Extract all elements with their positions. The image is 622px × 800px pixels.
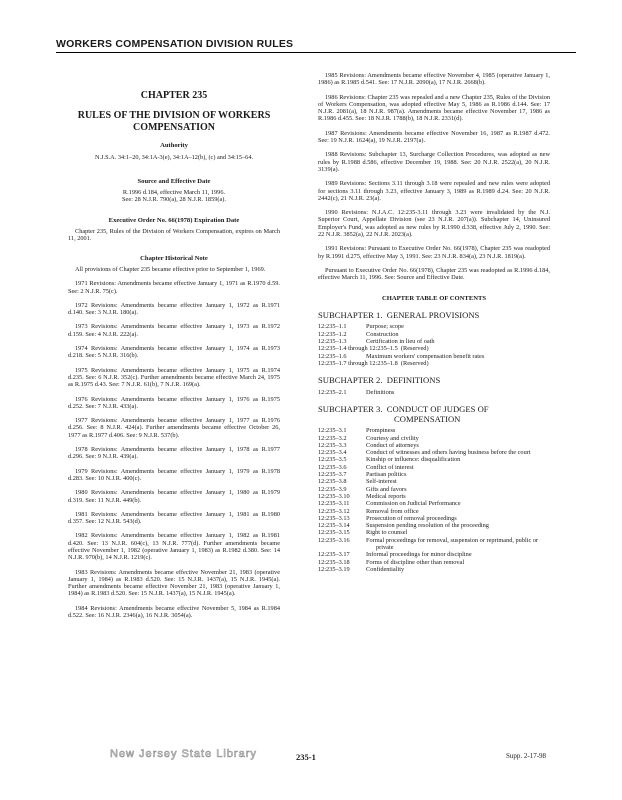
- toc-section-title: Formal proceedings for removal, suspension or reprimand, public or private: [366, 536, 539, 552]
- history-paragraph: 1984 Revisions: Amendments became effective November 5, 1984 as R.1984 d.522. See: 16 N.J.R. 2346(a), 16 N.J.R. 3054(a).: [68, 604, 280, 620]
- running-header: WORKERS COMPENSATION DIVISION RULES: [56, 38, 576, 53]
- left-history-list: [68, 280, 280, 619]
- history-paragraph: 1983 Revisions: Amendments became effective November 21, 1983 (operative January 1, 1984) as R.1983 d.520. See: 15 N.J.R. 1437(a), 15 N.J.R. 1945(a). Further amendments became effective November 21, 1983 (operative January 1, 1984) as R.1983 d.520. See: 15 N.J.R. 1437(a), 15 N.J.R. 1945(a).: [68, 568, 280, 598]
- toc-section-title: Confidentiality: [366, 565, 405, 573]
- subchapter-label: SUBCHAPTER 2.: [318, 375, 383, 386]
- toc-section-number: 12:235–3.18: [318, 558, 350, 566]
- toc-entry: [318, 537, 550, 552]
- toc-section-number: 12:235–3.11: [318, 500, 350, 508]
- toc-section-number: 12:235–3.13: [318, 514, 350, 522]
- history-paragraph: 1979 Revisions: Amendments became effective January 1, 1979 as R.1978 d.283. See: 10 N.J.R. 400(c).: [68, 467, 280, 482]
- history-intro: All provisions of Chapter 235 became effective prior to September 1, 1969.: [75, 265, 266, 273]
- toc-entry: [318, 389, 550, 396]
- toc-entry: [318, 331, 550, 338]
- toc-section-title: Conduct of witnesses and others having business before the court: [366, 449, 531, 457]
- toc-section-title: Conflict of interest: [366, 463, 414, 471]
- toc-entry: [318, 508, 550, 515]
- left-column: [68, 72, 280, 619]
- history-paragraph: 1991 Revisions: Pursuant to Executive Order No. 66(1978), Chapter 235 was readopted by R.1991 d.275, effective May 3, 1991. See: 23 N.J.R. 834(a), 23 N.J.R. 1819(a).: [318, 245, 550, 260]
- toc-entry: [318, 435, 550, 442]
- history-heading: Chapter Historical Note: [140, 254, 208, 262]
- chapter-number: CHAPTER 235: [140, 90, 208, 101]
- toc-section-title: Definitions: [366, 388, 395, 396]
- source-text-1: R.1996 d.184, effective March 11, 1996.: [122, 189, 226, 197]
- toc-entry: [318, 493, 550, 500]
- toc-section-number: 12:235–1.6: [318, 352, 347, 360]
- history-paragraph: 1987 Revisions: Amendments became effective November 16, 1987 as R.1987 d.472. See: 19 N.J.R. 1624(a), 19 N.J.R. 2197(a).: [318, 129, 550, 145]
- supplement-date: Supp. 2-17-98: [506, 752, 547, 760]
- toc-section-number: 12:235–3.19: [318, 565, 350, 573]
- subchapter-title: CONDUCT OF JUDGES OF: [386, 404, 489, 415]
- subchapter-title-continued: COMPENSATION: [394, 413, 461, 424]
- toc-section-title: Informal proceedings for minor discipline: [366, 551, 472, 559]
- toc-section-number: 12:235–3.17: [318, 551, 350, 559]
- toc-section-title: Gifts and favors: [366, 485, 407, 493]
- toc-section-title: Prosecution of removal proceedings: [366, 514, 457, 522]
- history-paragraph: Pursuant to Executive Order No. 66(1978), Chapter 235 was readopted as R.1996 d.184, effective March 11, 1996. See: Source and Effective Date.: [318, 266, 550, 282]
- toc-section-title: Construction: [366, 330, 399, 338]
- history-paragraph: 1975 Revisions: Amendments became effective January 1, 1975 as R.1974 d.235. See: 6 N.J.R. 352(c). Further amendments became effective March 24, 1975 as R.1975 d.43. See: 7 N.J.R. 61(b), 7 N.J.R. 169(a).: [68, 366, 280, 389]
- toc-section-title: Purpose; scope: [366, 323, 404, 331]
- toc-section-title: (Reserved): [400, 359, 429, 367]
- toc-entry: [318, 566, 550, 573]
- right-column: [318, 72, 550, 573]
- toc-section-number: 12:235–1.3: [318, 338, 347, 346]
- toc-section-number: 12:235–3.15: [318, 529, 350, 537]
- exec-order-text: Chapter 235, Rules of the Division of Workers Compensation, expires on March 11, 2001.: [68, 228, 280, 243]
- history-paragraph: 1990 Revisions: N.J.A.C. 12:235-3.11 through 3.23 were invalidated by the N.J. Superior Court, Appellate Division (see 23 N.J.R. 207(a)). Subchapter 14, Uninsured Employer's Fund, was adopted as new rules by R.1990 d.338, effective July 2, 1990. See: 22 N.J.R. 3852(a), 22 N.J.R. 2023(a).: [318, 209, 550, 239]
- toc-section-title: Removal from office: [366, 507, 419, 515]
- toc-section-title: Promptness: [366, 427, 396, 435]
- toc-section-number: 12:235–3.7: [318, 471, 347, 479]
- toc-section-number: 12:235–3.5: [318, 456, 347, 464]
- history-paragraph: 1985 Revisions: Amendments became effective November 4, 1985 (operative January 1, 1986) as R.1985 d.541. See: 17 N.J.R. 2090(a), 17 N.J.R. 2668(b).: [318, 72, 550, 87]
- toc-section-title: Certification in lieu of oath: [366, 338, 435, 346]
- library-stamp: New Jersey State Library: [110, 748, 257, 760]
- history-paragraph: 1977 Revisions: Amendments became effective January 1, 1977 as R.1976 d.256. See: 8 N.J.R. 424(a). Further amendments became effective October 26, 1977 as R.1977 d.406. See: 9 N.J.R. 537(b).: [68, 417, 280, 439]
- toc-section-list: [318, 427, 550, 573]
- subchapter-title: DEFINITIONS: [386, 375, 441, 386]
- right-history-list: [318, 72, 550, 282]
- history-paragraph: 1974 Revisions: Amendments became effective January 1, 1974 as R.1973 d.218. See: 5 N.J.R. 316(b).: [68, 345, 280, 360]
- toc-section-number: 12:235–3.2: [318, 434, 347, 442]
- toc-heading: CHAPTER TABLE OF CONTENTS: [381, 294, 487, 302]
- toc-entry: [318, 360, 550, 367]
- toc-entry: [318, 486, 550, 493]
- toc-section-title: Medical reports: [366, 492, 406, 500]
- history-paragraph: 1981 Revisions: Amendments became effective January 1, 1981 as R.1980 d.357. See: 12 N.J.R. 543(d).: [68, 510, 280, 526]
- chapter-title: RULES OF THE DIVISION OF WORKERS COMPENSATION: [77, 110, 271, 133]
- toc-section-title: Conduct of attorneys: [366, 441, 419, 449]
- toc-section-number: 12:235–3.3: [318, 441, 347, 449]
- toc-entry: [318, 478, 550, 485]
- toc-section-number: 12:235–3.10: [318, 492, 350, 500]
- history-paragraph: 1978 Revisions: Amendments became effective January 1, 1978 as R.1977 d.296. See: 9 N.J.R. 439(a).: [68, 446, 280, 461]
- history-paragraph: 1971 Revisions: Amendments became effective January 1, 1971 as R.1970 d.59. See: 2 N.J.R. 75(c).: [68, 280, 280, 295]
- toc-entry: [318, 427, 550, 434]
- subchapter-label: SUBCHAPTER 3.: [318, 404, 383, 415]
- toc-section-title: Suspension pending resolution of the proceeding: [366, 522, 489, 530]
- authority-text: N.J.S.A. 34:1–20, 34:1A-3(e), 34:1A–12(b), (c) and 34:15–64.: [94, 153, 254, 161]
- source-heading: Source and Effective Date: [137, 177, 211, 185]
- toc-entry: [318, 522, 550, 529]
- toc-section-number: 12:235–2.1: [318, 388, 347, 396]
- toc-section-title: Partisan politics: [366, 471, 407, 479]
- source-text-2: See: 28 N.J.R. 790(a), 28 N.J.R. 1859(a).: [122, 196, 226, 204]
- toc-section-title: Maximum workers' compensation benefit rates: [366, 352, 485, 360]
- subchapter-label: SUBCHAPTER 1.: [318, 309, 383, 320]
- toc-section-number: 12:235–3.12: [318, 507, 350, 515]
- toc-section-number: 12:235–3.8: [318, 478, 347, 486]
- table-of-contents: [318, 311, 550, 573]
- page-number: 235-1: [296, 752, 316, 762]
- toc-entry: [318, 529, 550, 536]
- toc-section-title: Self-interest: [366, 478, 397, 486]
- history-paragraph: 1986 Revisions: Chapter 235 was repealed and a new Chapter 235, Rules of the Division of Workers Compensation, was adopted effective May 5, 1986 as R.1986 d.144. See: 17 N.J.R. 2081(a), 18 N.J.R. 987(a). Amendments became effective November 17, 1986 as R.1986 d.455. See: 18 N.J.R. 1788(b), 18 N.J.R. 2331(d).: [318, 93, 550, 123]
- subchapter-heading: [318, 311, 550, 321]
- history-paragraph: 1972 Revisions: Amendments became effective January 1, 1972 as R.1971 d.140. See: 3 N.J.R. 180(a).: [68, 301, 280, 317]
- toc-entry: [318, 345, 550, 352]
- toc-section-number: 12:235–3.14: [318, 522, 350, 530]
- subchapter-heading: [318, 376, 550, 386]
- toc-section-title: Forms of discipline other than removal: [366, 558, 465, 566]
- history-paragraph: 1988 Revisions: Subchapter 13, Surcharge Collection Procedures, was adopted as new rules by R.1988 d.586, effective December 19, 1988. See: 20 N.J.R. 2522(a), 20 N.J.R. 3139(a).: [318, 151, 550, 173]
- history-paragraph: 1973 Revisions: Amendments became effective January 1, 1973 as R.1972 d.159. See: 4 N.J.R. 222(a).: [68, 323, 280, 338]
- toc-section-number: 12:235–1.1: [318, 323, 347, 331]
- toc-entry: [318, 551, 550, 558]
- toc-entry: [318, 323, 550, 330]
- toc-section-list: [318, 323, 550, 367]
- history-paragraph: 1989 Revisions: Sections 3.11 through 3.18 were repealed and new rules were adopted for sections 3.11 through 3.23, effective January 3, 1989 as R.1989 d.24. See: 20 N.J.R. 2442(c), 21 N.J.R. 23(a).: [318, 180, 550, 202]
- toc-section-number: 12:235–3.9: [318, 485, 347, 493]
- toc-section-title: Courtesy and civility: [366, 434, 419, 442]
- toc-section-number: 12:235–3.1: [318, 427, 347, 435]
- toc-entry: [318, 500, 550, 507]
- subchapter-title: GENERAL PROVISIONS: [386, 309, 480, 320]
- toc-entry: [318, 456, 550, 463]
- toc-section-number: 12:235–1.2: [318, 330, 347, 338]
- toc-entry: [318, 449, 550, 456]
- toc-section-title: (Reserved): [400, 345, 429, 353]
- toc-entry: [318, 515, 550, 522]
- toc-section-number: 12:235–3.6: [318, 463, 347, 471]
- toc-section-number: 12:235–3.16: [318, 536, 350, 544]
- history-paragraph: 1980 Revisions: Amendments became effective January 1, 1980 as R.1979 d.319. See: 11 N.J.R. 449(b).: [68, 489, 280, 504]
- history-paragraph: 1976 Revisions: Amendments became effective January 1, 1976 as R.1975 d.252. See: 7 N.J.R. 433(a).: [68, 395, 280, 410]
- toc-section-title: Commission on Judicial Performance: [366, 500, 461, 508]
- toc-entry: [318, 559, 550, 566]
- toc-entry: [318, 353, 550, 360]
- toc-entry: [318, 471, 550, 478]
- authority-heading: Authority: [160, 142, 188, 150]
- toc-section-number: 12:235–3.4: [318, 449, 347, 457]
- history-paragraph: 1982 Revisions: Amendments became effective January 1, 1982 as R.1981 d.420. See: 13 N.J.R. 604(c), 13 N.J.R. 777(d). Further amendments became effective November 1, 1982 (operative January 1, 1983) as R.1982 d.380. See: 14 N.J.R. 970(b), 14 N.J.R. 1219(c).: [68, 532, 280, 562]
- toc-section-number: 12:235–1.7 through 12:235–1.8: [318, 359, 398, 367]
- toc-section-list: [318, 389, 550, 396]
- toc-section-title: Right to counsel: [366, 529, 408, 537]
- toc-entry: [318, 464, 550, 471]
- toc-section-number: 12:235–1.4 through 12:235–1.5: [318, 345, 398, 353]
- toc-section-title: Kinship or influence: disqualification: [366, 456, 461, 464]
- exec-order-heading: Executive Order No. 66(1978) Expiration Date: [108, 216, 240, 224]
- toc-entry: [318, 442, 550, 449]
- toc-entry: [318, 338, 550, 345]
